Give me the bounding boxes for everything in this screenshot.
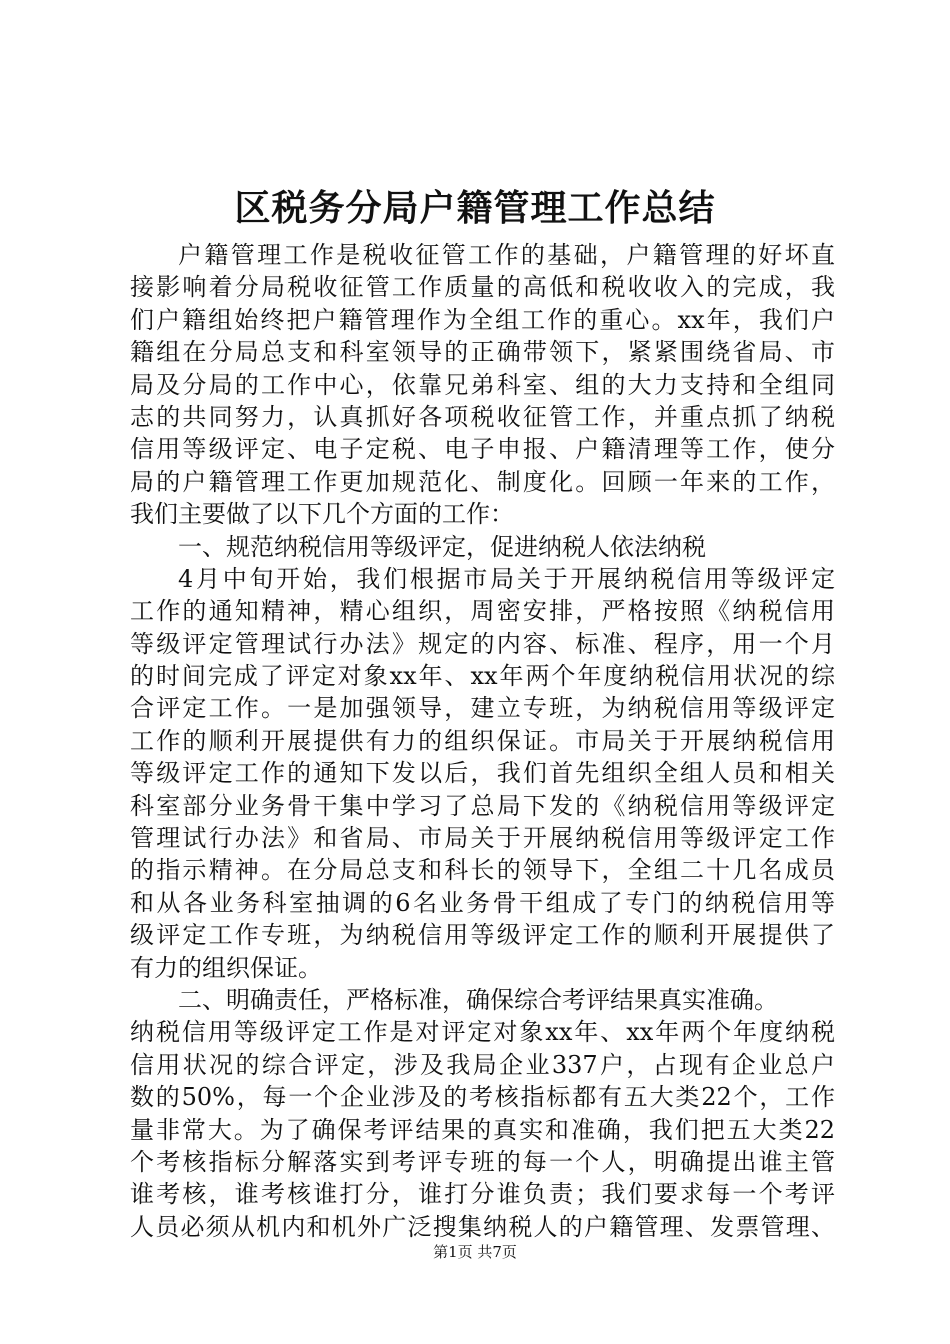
text-line: 工作的通知精神，精心组织，周密安排，严格按照《纳税信用 (130, 597, 835, 626)
text-line: 谁考核，谁考核谁打分，谁打分谁负责；我们要求每一个考评 (130, 1180, 835, 1209)
text-line: 接影响着分局税收征管工作质量的高低和税收收入的完成，我 (130, 273, 835, 302)
text-line: 的时间完成了评定对象xx年、xx年两个年度纳税信用状况的综 (130, 662, 835, 691)
text-line: 户籍管理工作是税收征管工作的基础，户籍管理的好坏直 (178, 241, 835, 269)
text-line: 的指示精神。在分局总支和科长的领导下，全组二十几名成员 (130, 856, 835, 885)
text-line: 信用状况的综合评定，涉及我局企业337户，占现有企业总户 (130, 1050, 835, 1079)
text-line: 志的共同努力，认真抓好各项税收征管工作，并重点抓了纳税 (130, 402, 835, 431)
text-line: 4月中旬开始，我们根据市局关于开展纳税信用等级评定 (178, 564, 835, 593)
text-line: 数的50%，每一个企业涉及的考核指标都有五大类22个，工作 (130, 1083, 835, 1112)
text-line: 科室部分业务骨干集中学习了总局下发的《纳税信用等级评定 (130, 791, 835, 820)
page-number-footer: 第1页 共7页 (433, 1243, 517, 1261)
text-line: 籍组在分局总支和科室领导的正确带领下，紧紧围绕省局、市 (130, 338, 835, 367)
text-line: 人员必须从机内和机外广泛搜集纳税人的户籍管理、发票管理、 (130, 1212, 835, 1241)
text-line: 局及分局的工作中心，依靠兄弟科室、组的大力支持和全组同 (130, 370, 835, 399)
text-line: 级评定工作专班，为纳税信用等级评定工作的顺利开展提供了 (130, 921, 835, 950)
text-line: 和从各业务科室抽调的6名业务骨干组成了专门的纳税信用等 (130, 888, 835, 917)
text-line: 个考核指标分解落实到考评专班的每一个人，明确提出谁主管 (130, 1147, 835, 1176)
text-line: 等级评定管理试行办法》规定的内容、标准、程序，用一个月 (130, 629, 835, 658)
text-line: 们户籍组始终把户籍管理作为全组工作的重心。xx年，我们户 (130, 305, 835, 334)
text-line: 量非常大。为了确保考评结果的真实和准确，我们把五大类22 (130, 1115, 835, 1144)
section-heading: 一、规范纳税信用等级评定，促进纳税人依法纳税 (178, 532, 706, 561)
document-body (130, 239, 835, 1243)
section-heading: 二、明确责任，严格标准，确保综合考评结果真实准确。 (178, 985, 778, 1014)
document-title: 区税务分局户籍管理工作总结 (234, 187, 716, 229)
text-line: 局的户籍管理工作更加规范化、制度化。回顾一年来的工作， (130, 467, 835, 496)
text-line: 纳税信用等级评定工作是对评定对象xx年、xx年两个年度纳税 (130, 1018, 835, 1047)
text-line: 信用等级评定、电子定税、电子申报、户籍清理等工作，使分 (130, 435, 835, 464)
text-line: 工作的顺利开展提供有力的组织保证。市局关于开展纳税信用 (130, 726, 835, 755)
text-line: 我们主要做了以下几个方面的工作： (130, 500, 514, 529)
text-line: 管理试行办法》和省局、市局关于开展纳税信用等级评定工作 (130, 824, 835, 853)
text-line: 合评定工作。一是加强领导，建立专班，为纳税信用等级评定 (130, 694, 835, 723)
text-line: 等级评定工作的通知下发以后，我们首先组织全组人员和相关 (130, 759, 835, 788)
text-line: 有力的组织保证。 (130, 953, 322, 982)
